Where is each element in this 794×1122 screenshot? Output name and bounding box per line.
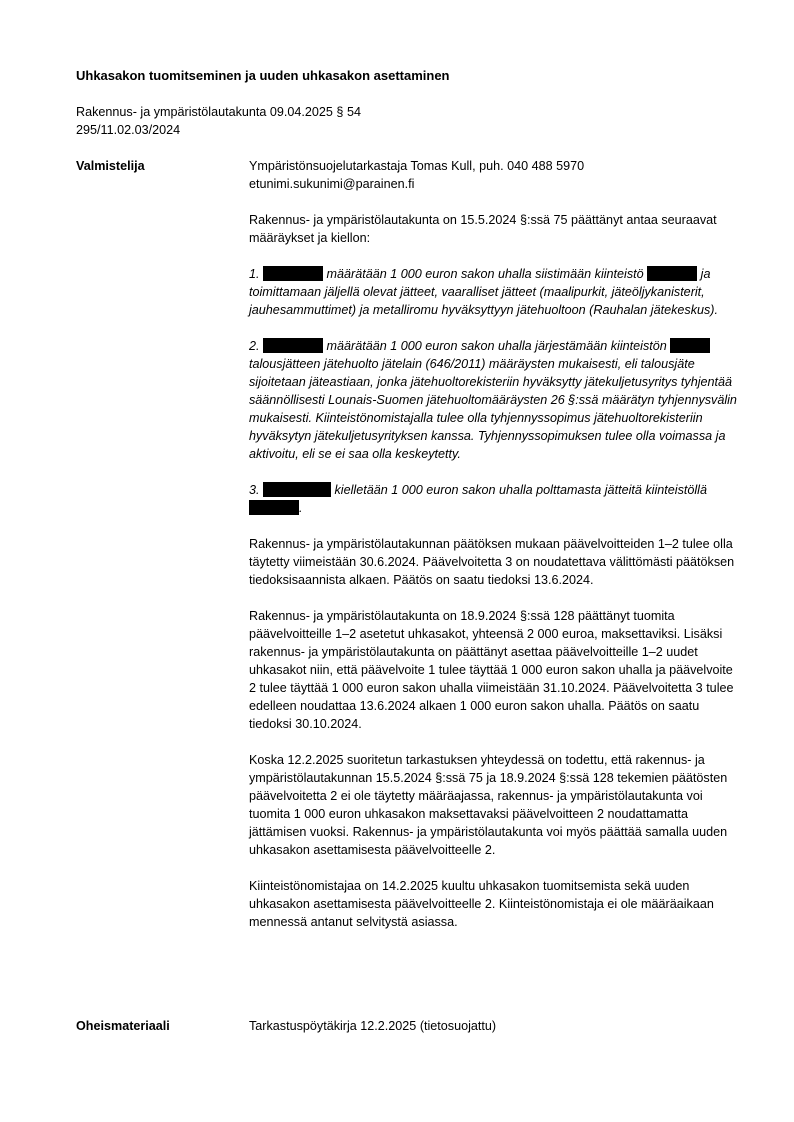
- redaction-bar: [670, 338, 710, 353]
- order-item-3: [249, 481, 739, 517]
- document-title: Uhkasakon tuomitseminen ja uuden uhkasakon asettaminen: [76, 68, 450, 83]
- item-text: ja toimittamaan jäljellä olevat jätteet, vaaralliset jätteet (maalipurkit, jäteöljykanisterit, jauhesammuttimet) ja metalliromu hyväksyttyyn jätehuoltoon (Rauhalan jätekeskus).: [249, 267, 718, 317]
- redaction-bar: [263, 338, 323, 353]
- item-text: määrätään 1 000 euron sakon uhalla järjestämään kiinteistön: [323, 339, 671, 353]
- order-item-2: [249, 337, 739, 463]
- redaction-bar: [249, 500, 299, 515]
- preparer-line: Ympäristönsuojelutarkastaja Tomas Kull, puh. 040 488 5970: [249, 159, 585, 173]
- record-number: 295/11.02.03/2024: [76, 123, 181, 137]
- redaction-bar: [647, 266, 697, 281]
- item-text: .: [299, 501, 303, 515]
- decision-18-9-paragraph: Rakennus- ja ympäristölautakunta on 18.9.2024 §:ssä 128 päättänyt tuomita päävelvoitteille 1–2 asetetut uhkasakot, yhteensä 2 000 euroa, maksettaviksi. Lisäksi rakennus- ja ympäristölautakunta on päättänyt asettaa päävelvoitteille 1–2 uudet uhkasakot niin, että päävelvoite 1 tulee täyttää 1 000 euron sakon uhalla ja päävelvoite 2 tulee täyttää 1 000 euron sakon uhalla viimeistään 31.10.2024. Päävelvoitetta 3 tulee edelleen noudattaa 13.6.2024 alkaen 1 000 euron sakon uhalla. Päätös on saatu tiedoksi 30.10.2024.: [249, 609, 734, 731]
- item-text: talousjätteen jätehuolto jätelain (646/2011) määräysten mukaisesti, eli talousjäte sijoitetaan jäteastiaan, jonka jätehuoltorekisteriin hyväksytty jätekuljetusyritys tyhjentää säännöllisesti Lounais-Suomen jätehuoltomääräysten 26 §:ssä määrätyn tyhjennysvälin mukaisesti. Kiinteistönomistajalla tulee olla tyhjennyssopimus jätehuoltorekisteriin hyväksytyn jätekuljetusyrityksen kanssa. Tyhjennyssopimuksen tulee olla voimassa ja aktivoitu, eli se ei saa olla keskeytetty.: [249, 357, 737, 461]
- deadline-paragraph: Rakennus- ja ympäristölautakunnan päätöksen mukaan päävelvoitteiden 1–2 tulee olla täytetty viimeistään 30.6.2024. Päävelvoitetta 3 on noudatettava välittömästi päätöksen tiedoksisaannista alkaen. Päätös on saatu tiedoksi 13.6.2024.: [249, 537, 735, 587]
- item-text: määrätään 1 000 euron sakon uhalla siistimään kiinteistö: [323, 267, 648, 281]
- board-meeting-line: Rakennus- ja ympäristölautakunta 09.04.2025 § 54: [76, 105, 361, 119]
- item-number: 2.: [249, 339, 260, 353]
- email-line: etunimi.sukunimi@parainen.fi: [249, 177, 415, 191]
- inspection-paragraph: Koska 12.2.2025 suoritetun tarkastuksen yhteydessä on todettu, että rakennus- ja ympäristölautakunnan 15.5.2024 §:ssä 75 ja 18.9.2024 §:ssä 128 tekemien päätösten päävelvoitetta 2 ei ole täytetty määräajassa, rakennus- ja ympäristölautakunta voi tuomita 1 000 euron uhkasakon maksettavaksi päävelvoitteen 2 noudattamatta jättämisen vuoksi. Rakennus- ja ympäristölautakunta voi myös päättää samalla uuden uhkasakon asettamisesta päävelvoitteelle 2.: [249, 753, 728, 857]
- intro-paragraph: Rakennus- ja ympäristölautakunta on 15.5.2024 §:ssä 75 päättänyt antaa seuraavat määräykset ja kiellon:: [249, 213, 717, 245]
- item-number: 1.: [249, 267, 260, 281]
- section-label-valmistelija: Valmistelija: [76, 159, 145, 173]
- redaction-bar: [263, 266, 323, 281]
- valmistelija-content: [249, 157, 739, 949]
- item-text: kielletään 1 000 euron sakon uhalla polttamasta jätteitä kiinteistöllä: [331, 483, 707, 497]
- hearing-paragraph: Kiinteistönomistajaa on 14.2.2025 kuultu uhkasakon tuomitsemista sekä uuden uhkasakon asettamisesta päävelvoitteelle 2. Kiinteistönomistaja ei ole määräaikaan mennessä antanut selvitystä asiassa.: [249, 879, 714, 929]
- attachment-text: Tarkastuspöytäkirja 12.2.2025 (tietosuojattu): [249, 1019, 497, 1033]
- section-label-oheismateriaali: Oheismateriaali: [76, 1019, 170, 1033]
- item-number: 3.: [249, 483, 260, 497]
- meta-block: [76, 103, 361, 139]
- redaction-bar: [263, 482, 331, 497]
- order-item-1: [249, 265, 739, 319]
